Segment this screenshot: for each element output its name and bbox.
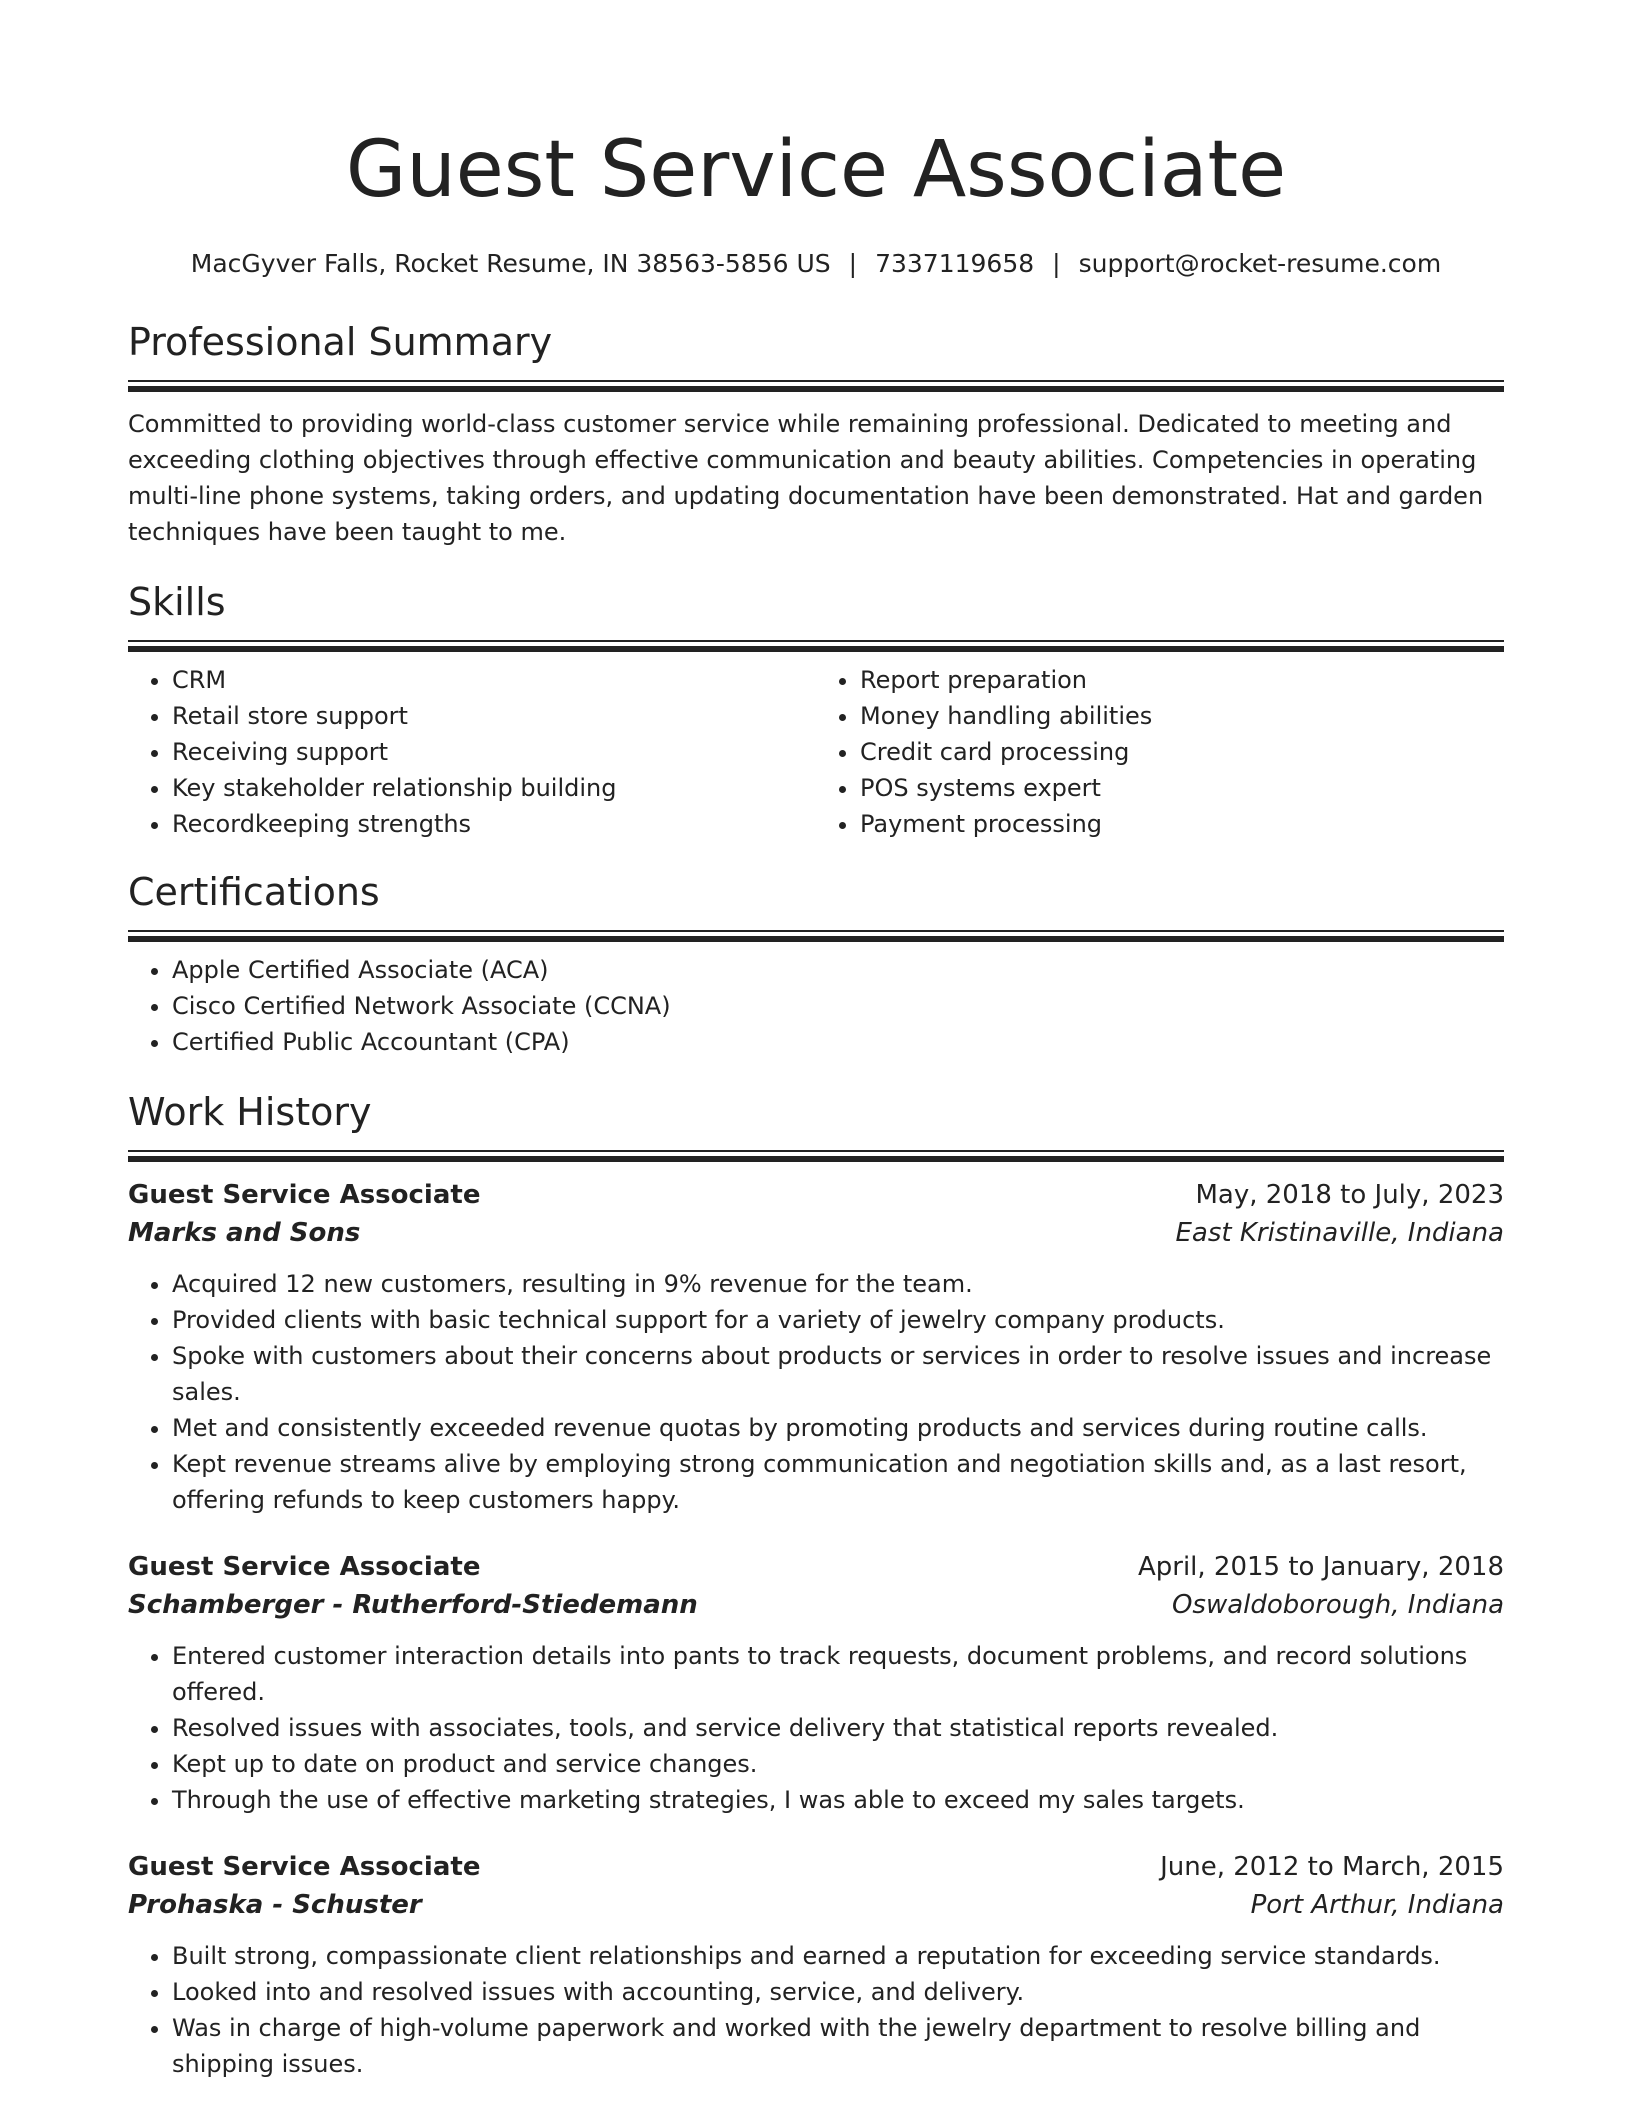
certification-item: • Cisco Certified Network Associate (CCNA) bbox=[172, 988, 1504, 1024]
contact-address: MacGyver Falls, Rocket Resume, IN 38563-5856 US bbox=[190, 249, 831, 278]
section-title-skills: Skills bbox=[128, 580, 226, 624]
skills-list-left bbox=[128, 662, 816, 842]
job-bullet: • Provided clients with basic technical support for a variety of jewelry company products. bbox=[172, 1302, 1504, 1338]
job-dates: April, 2015 to January, 2018 bbox=[1137, 1552, 1504, 1582]
section-title-work-history: Work History bbox=[128, 1090, 372, 1134]
skill-item: • Credit card processing bbox=[860, 734, 1504, 770]
job-subheader bbox=[128, 1214, 1504, 1252]
section-divider bbox=[128, 1150, 1504, 1162]
skill-item: • Key stakeholder relationship building bbox=[172, 770, 816, 806]
certifications-section bbox=[128, 868, 1504, 1060]
job-title: Guest Service Associate bbox=[128, 1552, 481, 1582]
skill-item: • Payment processing bbox=[860, 806, 1504, 842]
certifications-list bbox=[128, 952, 1504, 1060]
job-entry bbox=[128, 1848, 1504, 2082]
summary-section bbox=[128, 318, 1504, 550]
job-bullet: • Looked into and resolved issues with accounting, service, and delivery. bbox=[172, 1974, 1504, 2010]
contact-separator: | bbox=[848, 249, 858, 278]
job-location: Oswaldoborough, Indiana bbox=[1171, 1590, 1504, 1620]
contact-line bbox=[128, 248, 1504, 280]
work-history-section bbox=[128, 1088, 1504, 2082]
section-title-summary: Professional Summary bbox=[128, 320, 553, 364]
certification-item: • Apple Certified Associate (ACA) bbox=[172, 952, 1504, 988]
contact-phone: 7337119658 bbox=[875, 249, 1035, 278]
skill-item: • Recordkeeping strengths bbox=[172, 806, 816, 842]
section-divider bbox=[128, 930, 1504, 942]
job-dates: May, 2018 to July, 2023 bbox=[1195, 1180, 1504, 1210]
job-bullet: • Spoke with customers about their concerns about products or services in order to resolve issues and increase sales. bbox=[172, 1338, 1504, 1410]
certification-item: • Certified Public Accountant (CPA) bbox=[172, 1024, 1504, 1060]
job-bullet: • Kept revenue streams alive by employing strong communication and negotiation skills and, as a last resort, offering refunds to keep customers happy. bbox=[172, 1446, 1504, 1518]
job-title: Guest Service Associate bbox=[128, 1852, 481, 1882]
summary-text: Committed to providing world-class customer service while remaining professional. Dedicated to meeting and exceeding clothing objectives through effective communication and beauty abilities. Competencies in operating multi-line phone systems, taking orders, and updating documentation have been demonstrated. Hat and garden techniques have been taught to me. bbox=[128, 410, 1484, 546]
skill-item: • Money handling abilities bbox=[860, 698, 1504, 734]
job-location: East Kristinaville, Indiana bbox=[1175, 1218, 1504, 1248]
job-bullets bbox=[128, 1638, 1504, 1818]
resume-name: Guest Service Associate bbox=[345, 125, 1287, 215]
skill-item: • Receiving support bbox=[172, 734, 816, 770]
job-bullet: • Resolved issues with associates, tools, and service delivery that statistical reports revealed. bbox=[172, 1710, 1504, 1746]
contact-separator: | bbox=[1052, 249, 1061, 278]
resume-page bbox=[128, 0, 1504, 2082]
job-bullet: • Met and consistently exceeded revenue quotas by promoting products and services during routine calls. bbox=[172, 1410, 1504, 1446]
job-entry bbox=[128, 1548, 1504, 1818]
job-bullet: • Acquired 12 new customers, resulting in 9% revenue for the team. bbox=[172, 1266, 1504, 1302]
job-bullet: • Built strong, compassionate client relationships and earned a reputation for exceeding service standards. bbox=[172, 1938, 1504, 1974]
job-header bbox=[128, 1548, 1504, 1586]
job-header bbox=[128, 1176, 1504, 1214]
job-bullet: • Kept up to date on product and service changes. bbox=[172, 1746, 1504, 1782]
job-entry bbox=[128, 1176, 1504, 1518]
job-company: Schamberger - Rutherford-Stiedemann bbox=[128, 1590, 698, 1620]
section-title-certifications: Certifications bbox=[128, 870, 380, 914]
section-divider bbox=[128, 640, 1504, 652]
job-bullet: • Through the use of effective marketing strategies, I was able to exceed my sales targets. bbox=[172, 1782, 1504, 1818]
skills-section bbox=[128, 578, 1504, 842]
job-bullets bbox=[128, 1938, 1504, 2082]
job-subheader bbox=[128, 1586, 1504, 1624]
skills-list-right bbox=[816, 662, 1504, 842]
skills-grid bbox=[128, 662, 1504, 842]
skill-item: • Retail store support bbox=[172, 698, 816, 734]
job-bullet: • Entered customer interaction details into pants to track requests, document problems, and record solutions offered. bbox=[172, 1638, 1504, 1710]
skill-item: • POS systems expert bbox=[860, 770, 1504, 806]
skill-item: • Report preparation bbox=[860, 662, 1504, 698]
job-company: Marks and Sons bbox=[128, 1218, 361, 1248]
skill-item: • CRM bbox=[172, 662, 816, 698]
job-dates: June, 2012 to March, 2015 bbox=[1160, 1852, 1504, 1882]
job-location: Port Arthur, Indiana bbox=[1250, 1890, 1504, 1920]
job-company: Prohaska - Schuster bbox=[128, 1890, 422, 1920]
job-title: Guest Service Associate bbox=[128, 1180, 481, 1210]
job-bullet: • Was in charge of high-volume paperwork and worked with the jewelry department to resolve billing and shipping issues. bbox=[172, 2010, 1504, 2082]
job-bullets bbox=[128, 1266, 1504, 1518]
section-divider bbox=[128, 380, 1504, 392]
job-header bbox=[128, 1848, 1504, 1886]
contact-email: support@rocket-resume.com bbox=[1078, 249, 1442, 278]
job-subheader bbox=[128, 1886, 1504, 1924]
